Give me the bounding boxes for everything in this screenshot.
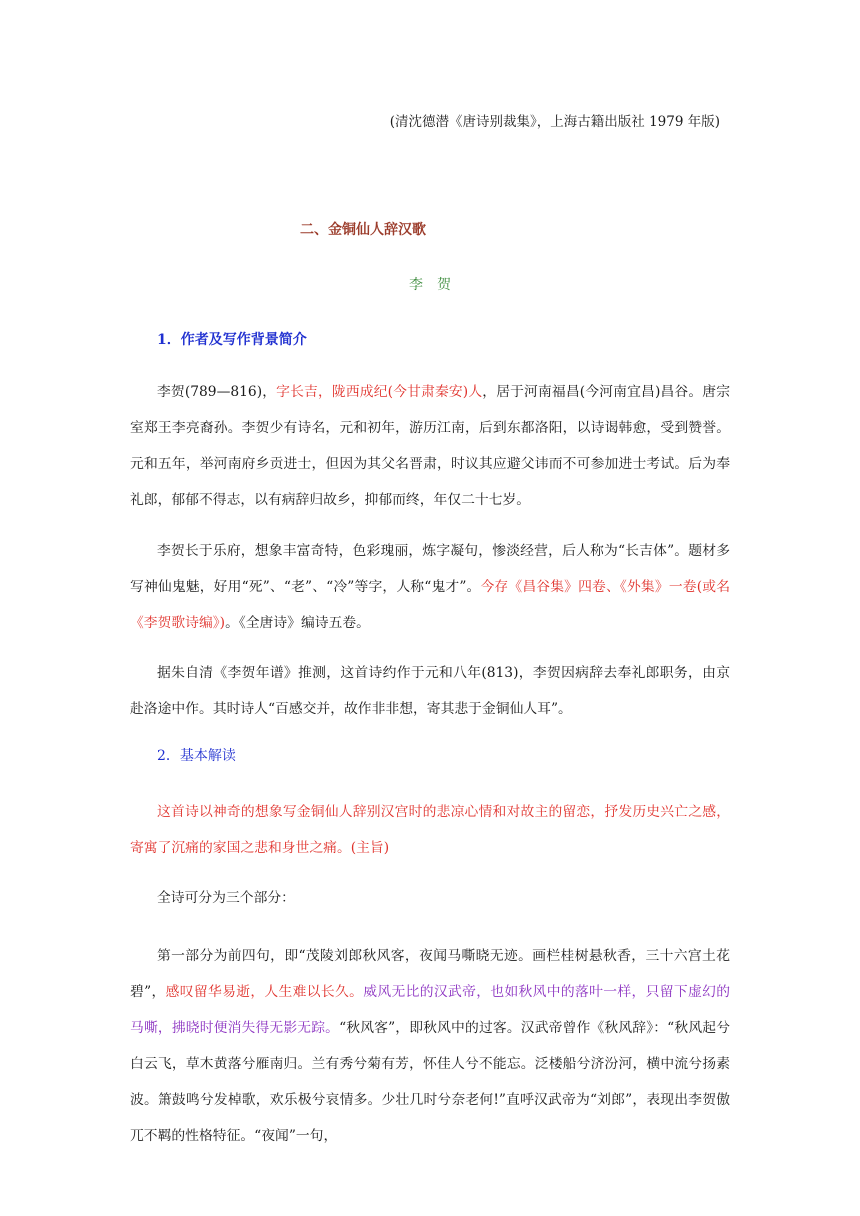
poem-title: 二、金铜仙人辞汉歌 [300, 222, 426, 238]
part-one-purple: 威风无比的汉武帝，也如秋风中的落叶一样，只留下虚幻的马嘶，拂晓时便消失得无影无踪。 [130, 984, 730, 1036]
paragraph-part-one [130, 938, 730, 1154]
part-one-highlight: 感叹留华易逝，人生难以长久。 [165, 984, 364, 1000]
poem-author: 李贺 [409, 277, 465, 293]
bio-highlight: 字长吉，陇西成纪(今甘肃秦安)人 [276, 384, 483, 400]
part-one-text-cont: “秋风客”，即秋风中的过客。汉武帝曾作《秋风辞》：“秋风起兮白云飞，草木黄落兮雁南归。兰有秀兮菊有芳，怀佳人兮不能忘。泛楼船兮济汾河，横中流兮扬素波。箫鼓鸣兮发棹歌，欢乐极兮哀情多。少壮几时兮奈老何!”直呼汉武帝为“刘郎”，表现出李贺傲兀不羁的性格特征。“夜闻”一句， [130, 1020, 730, 1144]
part-one-text: 第一部分为前四句，即“茂陵刘郎秋风客，夜闻马嘶晓无迹。画栏桂树悬秋香，三十六宫土花碧”， [130, 948, 730, 1000]
section-heading-background: 1．作者及写作背景简介 [157, 332, 307, 348]
bio-text-cont: ，居于河南福昌(今河南宜昌)昌谷。唐宗室郑王李亮裔孙。李贺少有诗名，元和初年，游历江南，后到东都洛阳，以诗谒韩愈，受到赞誉。元和五年，举河南府乡贡进士，但因为其父名晋肃，时议其应避父讳而不可参加进士考试。后为奉礼郎，郁郁不得志，以有病辞归故乡，抑郁而终，年仅二十七岁。 [130, 384, 731, 508]
paragraph-style [130, 533, 730, 641]
bio-text: 李贺(789—816)， [157, 384, 277, 400]
style-text-cont: 。《全唐诗》编诗五卷。 [225, 615, 370, 631]
source-note: (清沈德潜《唐诗别裁集》，上海古籍出版社 1979 年版) [389, 114, 720, 130]
paragraph-author-bio [130, 374, 730, 518]
works-highlight: 今存《昌谷集》四卷、《外集》一卷(或名《李贺歌诗编》) [130, 579, 730, 631]
paragraph-structure: 全诗可分为三个部分： [157, 890, 295, 906]
paragraph-theme: 这首诗以神奇的想象写金铜仙人辞别汉宫时的悲凉心情和对故主的留恋，抒发历史兴亡之感，寄寓了沉痛的家国之悲和身世之痛。(主旨) [130, 804, 730, 856]
section-heading-reading: 2．基本解读 [157, 748, 236, 764]
paragraph-date: 据朱自清《李贺年谱》推测，这首诗约作于元和八年(813)，李贺因病辞去奉礼郎职务，由京赴洛途中作。其时诗人“百感交并，故作非非想，寄其悲于金铜仙人耳”。 [130, 665, 730, 717]
style-text: 李贺长于乐府，想象丰富奇特，色彩瑰丽，炼字凝句，惨淡经营，后人称为“长吉体”。题材多写神仙鬼魅，好用“死”、“老”、“冷”等字，人称“鬼才”。 [130, 543, 730, 595]
